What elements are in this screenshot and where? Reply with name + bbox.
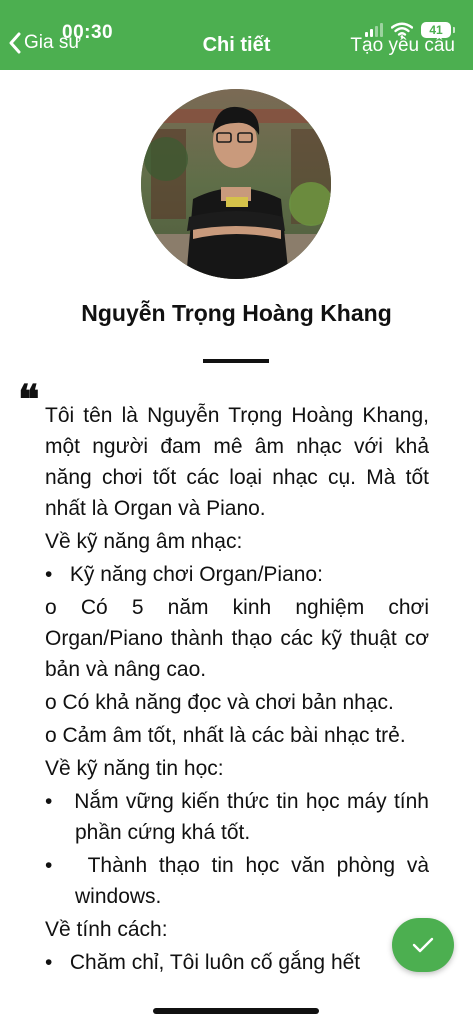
bio-bullet: • Chăm chỉ, Tôi luôn cố gắng hết: [45, 951, 361, 974]
create-request-button[interactable]: Tạo yêu cầu: [350, 35, 455, 56]
bio-paragraph: o Có 5 năm kinh nghiệm chơi Organ/Piano thành thạo các kỹ thuật cơ bản và nâng cao.: [45, 596, 429, 681]
quote-icon: ❝: [18, 376, 40, 423]
bio-bullet: • Kỹ năng chơi Organ/Piano:: [45, 563, 323, 586]
battery-level: 41: [429, 23, 443, 37]
bio-paragraph: Tôi tên là Nguyễn Trọng Hoàng Khang, một người đam mê âm nhạc với khả năng chơi tốt các loại nhạc cụ. Mà tốt nhất là Organ và Piano.: [45, 404, 429, 520]
bio-bullet: • Nắm vững kiến thức tin học máy tính phần cứng khá tốt.: [45, 790, 429, 844]
page-title: Chi tiết: [202, 34, 271, 56]
bio-bullet: • Thành thạo tin học văn phòng và windows.: [45, 854, 429, 908]
bio-paragraph: Về kỹ năng tin học:: [45, 757, 224, 780]
back-button-label: Gia sư: [24, 32, 82, 53]
bio-paragraph: Về tính cách:: [45, 918, 168, 941]
bio-paragraph: o Cảm âm tốt, nhất là các bài nhạc trẻ.: [45, 724, 406, 747]
bio-paragraph: o Có khả năng đọc và chơi bản nhạc.: [45, 691, 394, 714]
status-time: 00:30: [62, 22, 114, 43]
bio-paragraph: Về kỹ năng âm nhạc:: [45, 530, 243, 553]
divider: [203, 359, 269, 363]
confirm-button[interactable]: [392, 918, 454, 972]
avatar: [141, 89, 331, 279]
checkmark-icon: [412, 937, 434, 953]
bio-text: [45, 400, 429, 988]
profile-name: Nguyễn Trọng Hoàng Khang: [81, 300, 392, 326]
home-indicator: [153, 1008, 319, 1014]
header-bar: [0, 0, 473, 70]
